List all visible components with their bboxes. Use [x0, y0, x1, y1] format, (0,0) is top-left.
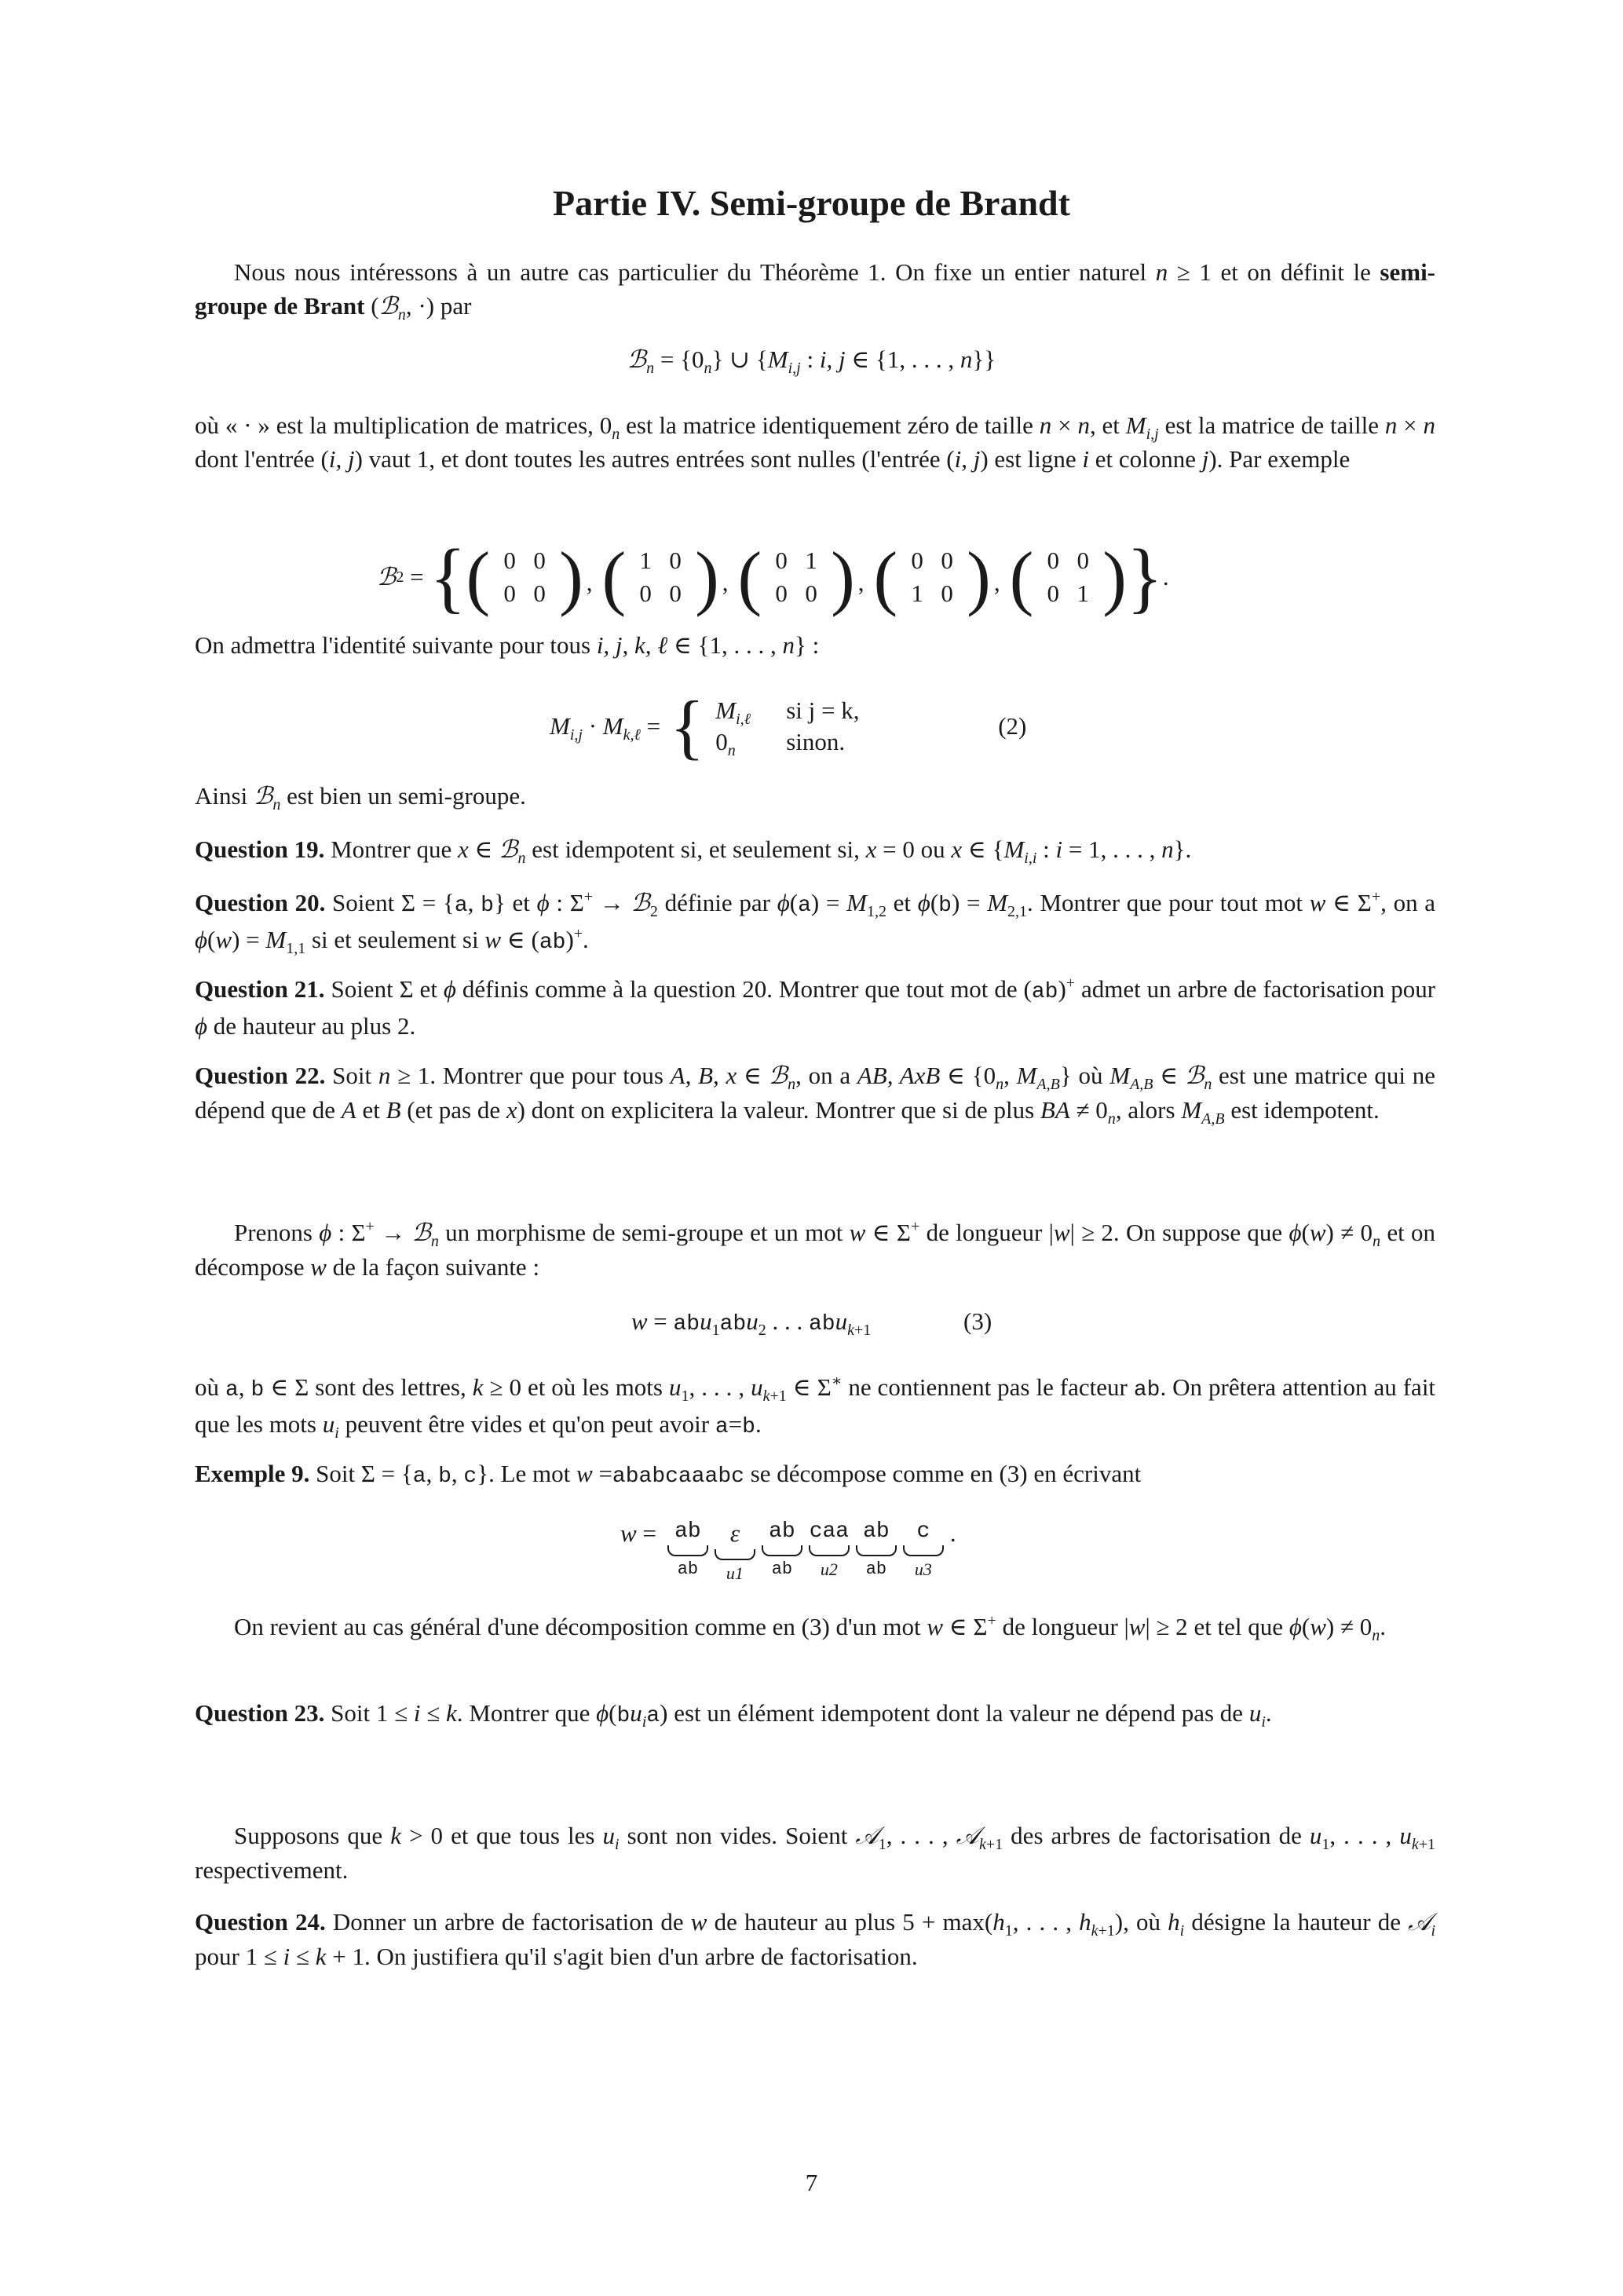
decomp-part: ab ab: [762, 1519, 802, 1579]
supposons-paragraph: Supposons que k > 0 et que tous les $u_i$ sont non vides. Soient 𝒜$_1$, . . . , 𝒜$_{k+1}$ des arbres de factorisation de $u_1$, . . . , $u_{k+1}$ respectivement.: [195, 1822, 1436, 1884]
matrix-1: 1 0 0 0: [639, 547, 682, 607]
question-20: Question 20. Soient Σ = {a, b} et ϕ : Σ+ → ℬ$_2$ définie par $\phi(a) = M_{1,2}$ et $\phi(b) = M_{2,1}$. Montrer que pour tout mot w ∈ Σ+, on a $\phi(w) = M_{1,1}$ si et seulement si w ∈ (ab)+.: [195, 888, 1436, 957]
question-22: Question 22. Soit n ≥ 1. Montrer que pour tous A, B, x ∈ ℬ$_n$, on a AB, AxB ∈ {$0_n$, $M_{A,B}$} où $M_{A,B}$ ∈ ℬ$_n$ est une matrice qui ne dépend que de A et B (et pas de x) dont on explicitera la valeur. Montrer que si de plus BA ≠ $0_n$, alors $M_{A,B}$ est idempotent.: [195, 1062, 1436, 1128]
equation-3: w = abu$_1$abu$_2$ . . . abu$_{k+1}$ (3): [631, 1307, 992, 1339]
page-number: 7: [805, 2169, 818, 2196]
question-21: Question 21. Soient Σ et ϕ définis comme à la question 20. Montrer que tout mot de (ab)+ admet un arbre de factorisation pour ϕ de hauteur au plus 2.: [195, 974, 1436, 1040]
decomp-part: ε u1: [715, 1519, 755, 1584]
equation-number-2: (2): [998, 712, 1027, 740]
decomposition-underbrace: w = ab ab ε u1 ab ab caa u2 ab ab c u3 .: [620, 1519, 956, 1583]
decomp-part: ab ab: [667, 1519, 708, 1579]
page-title: Partie IV. Semi-groupe de Brandt: [553, 183, 1070, 223]
b2-example: ℬ 2 = { ( 0 0 0 0 ) , ( 1 0 0 0 ) , ( 0 1 0 0 ) , ( 0 0 1 0 ) , ( 0 0 0 1 ) } .: [377, 532, 1169, 621]
identity-equation: $M_{i,j} \cdot M_{k,\ell}$ = { $M_{i,\ell}$ si j = k, $0_n$ sinon. (2): [550, 686, 1027, 766]
question-23: Question 23. Soit 1 ≤ i ≤ k. Montrer que $\phi(bu_ia)$ est un élément idempotent dont la valeur ne dépend pas de $u_i$.: [195, 1699, 1272, 1731]
ainsi-paragraph: Ainsi ℬ$_n$ est bien un semi-groupe.: [195, 782, 526, 813]
revient-paragraph: On revient au cas général d'une décomposition comme en (3) d'un mot w ∈ Σ+ de longueur |w| ≥ 2 et tel que $\phi(w) \ne 0_n$.: [234, 1612, 1386, 1644]
question-19: Question 19. Montrer que x ∈ ℬ$_n$ est idempotent si, et seulement si, x = 0 ou x ∈ {$M_{i,i}$ : i = 1, . . . , n}.: [195, 835, 1192, 867]
matrix-4: 0 0 0 1: [1047, 547, 1089, 607]
question-24: Question 24. Donner un arbre de factorisation de w de hauteur au plus $5 + \max(h_1$, . . . , $h_{k+1}$), où $h_i$ désigne la hauteur de 𝒜$_i$ pour 1 ≤ i ≤ k + 1. On justifiera qu'il s'agit bien d'un arbre de factorisation.: [195, 1908, 1436, 1970]
equation-number-3: (3): [963, 1307, 992, 1335]
equation-bn: ℬ$_n$ = $\{0_n\}$ ∪ {$M_{i,j}$ : i, j ∈ {1, . . . , n}}: [627, 345, 996, 377]
decomp-part: caa u2: [809, 1519, 850, 1579]
definition-paragraph: où « · » est la multiplication de matrices, $0_n$ est la matrice identiquement zéro de taille n × n, et $M_{i,j}$ est la matrice de taille n × n dont l'entrée (i, j) vaut 1, et dont toutes les autres entrées sont nulles (l'entrée (i, j) est ligne i et colonne j). Par exemple: [195, 411, 1436, 473]
matrix-2: 0 1 0 0: [775, 547, 817, 607]
decomp-part: c u3: [903, 1519, 944, 1580]
ou-paragraph: où a, b ∈ Σ sont des lettres, k ≥ 0 et où les mots $u_1$, . . . , $u_{k+1}$ ∈ Σ∗ ne contiennent pas le facteur ab. On prêtera attention au fait que les mots $u_i$ peuvent être vides et qu'on peut avoir a=b.: [195, 1373, 1436, 1442]
prenons-paragraph: Prenons ϕ : Σ+ → ℬ$_n$ un morphisme de semi-groupe et un mot w ∈ Σ+ de longueur |w| ≥ 2. On suppose que $\phi(w) \ne 0_n$ et on décompose w de la façon suivante :: [195, 1218, 1436, 1281]
decomp-part: ab ab: [856, 1519, 897, 1579]
matrix-3: 0 0 1 0: [911, 547, 953, 607]
intro-paragraph: Nous nous intéressons à un autre cas particulier du Théorème 1. On fixe un entier naturel n ≥ 1 et on définit le semi-groupe de Brant (ℬ$_n$, ·) par: [195, 258, 1436, 324]
matrix-0: 0 0 0 0: [503, 547, 546, 607]
term-bold: semi-groupe de Brant: [195, 258, 1436, 320]
identity-intro: On admettra l'identité suivante pour tous i, j, k, ℓ ∈ {1, . . . , n} :: [195, 631, 820, 659]
example-9: Exemple 9. Soit Σ = {a, b, c}. Le mot w =ababcaaabc se décompose comme en (3) en écrivant: [195, 1460, 1142, 1489]
